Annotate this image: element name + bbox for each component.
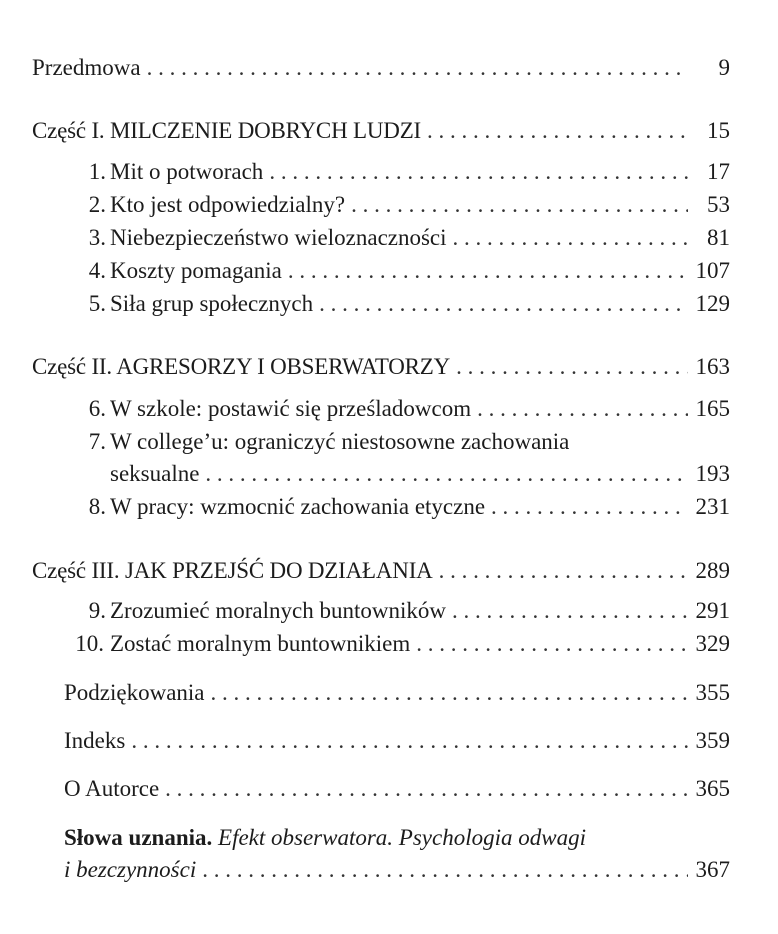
dot-leader	[453, 222, 688, 254]
entry-title: O Autorce	[64, 776, 160, 801]
page-number: 367	[695, 857, 730, 882]
entry-title: W pracy: wzmocnić zachowania etyczne	[110, 494, 486, 519]
chapter-number: 3.	[88, 225, 106, 250]
page-number: 17	[707, 159, 730, 184]
page-number: 231	[695, 494, 730, 519]
toc-entry-chapter-7-first-line[interactable]	[66, 426, 569, 458]
entry-title-line-2: seksualne	[110, 461, 200, 486]
chapter-number: 9.	[88, 598, 106, 623]
toc-entry-chapter-7[interactable]	[110, 458, 730, 490]
dot-leader	[452, 595, 688, 627]
entry-title: W szkole: postawić się prześladowcom	[110, 396, 472, 421]
entry-title: Podziękowania	[64, 680, 205, 705]
toc-entry-praise[interactable]	[64, 854, 730, 886]
dot-leader	[205, 458, 688, 490]
page-number: 291	[695, 598, 730, 623]
dot-leader	[269, 156, 688, 188]
toc-entry-chapter-2[interactable]	[88, 189, 730, 221]
entry-title: Niebezpieczeństwo wieloznaczności	[110, 225, 447, 250]
chapter-number: 4.	[88, 258, 106, 283]
page-number: 355	[695, 680, 730, 705]
dot-leader	[477, 393, 688, 425]
page-number: 53	[707, 192, 730, 217]
toc-entry-about-author[interactable]	[64, 773, 730, 805]
dot-leader	[427, 115, 688, 147]
entry-title: Zostać moralnym buntownikiem	[110, 631, 411, 656]
entry-title: Przedmowa	[32, 55, 141, 80]
page-number: 81	[707, 225, 730, 250]
dot-leader	[416, 628, 688, 660]
toc-entry-chapter-10[interactable]	[75, 628, 730, 660]
entry-title: Indeks	[64, 728, 126, 753]
page-number: 9	[718, 55, 730, 80]
dot-leader	[491, 491, 688, 523]
praise-heading: Słowa uznania.	[64, 825, 213, 850]
part-title: Część III. JAK PRZEJŚĆ DO DZIAŁANIA	[32, 558, 433, 583]
dot-leader	[131, 725, 688, 757]
toc-entry-chapter-6[interactable]	[88, 393, 730, 425]
toc-entry-chapter-1[interactable]	[88, 156, 730, 188]
entry-title: Kto jest odpowiedzialny?	[110, 192, 346, 217]
dot-leader	[202, 854, 688, 886]
page-number: 15	[707, 118, 730, 143]
entry-title: Koszty pomagania	[110, 258, 282, 283]
praise-title-line-2: i bezczynności	[64, 857, 197, 882]
toc-entry-chapter-4[interactable]	[88, 255, 730, 287]
chapter-number: 10.	[75, 631, 104, 656]
page-number: 163	[695, 354, 730, 379]
dot-leader	[351, 189, 688, 221]
toc-entry-preface[interactable]	[32, 52, 730, 84]
chapter-number: 6.	[88, 396, 106, 421]
chapter-number: 8.	[88, 494, 106, 519]
page-number: 193	[695, 461, 730, 486]
toc-entry-chapter-9[interactable]	[88, 595, 730, 627]
toc-entry-chapter-3[interactable]	[88, 222, 730, 254]
page-number: 165	[695, 396, 730, 421]
toc-entry-chapter-8[interactable]	[88, 491, 730, 523]
toc-entry-acknowledgements[interactable]	[64, 677, 730, 709]
part-title: Część II. AGRESORZY I OBSERWATORZY	[32, 354, 451, 379]
toc-entry-praise-first-line[interactable]	[64, 822, 586, 854]
dot-leader	[439, 555, 688, 587]
page-number: 359	[695, 728, 730, 753]
page-number: 129	[695, 291, 730, 316]
chapter-number: 7.	[88, 429, 106, 454]
page-number: 365	[695, 776, 730, 801]
chapter-number: 2.	[88, 192, 106, 217]
entry-title: Zrozumieć moralnych buntowników	[110, 598, 446, 623]
dot-leader	[147, 52, 688, 84]
page-number: 289	[695, 558, 730, 583]
toc-entry-part-2[interactable]	[32, 351, 730, 383]
page-number: 107	[695, 258, 730, 283]
entry-title-line-1: W college’u: ograniczyć niestosowne zachowania	[110, 429, 570, 454]
dot-leader	[288, 255, 688, 287]
chapter-number: 1.	[88, 159, 106, 184]
dot-leader	[456, 351, 688, 383]
chapter-number: 5.	[88, 291, 106, 316]
praise-title-line-1: Efekt obserwatora. Psychologia odwagi	[218, 825, 586, 850]
toc-entry-part-1[interactable]	[32, 115, 730, 147]
toc-entry-index[interactable]	[64, 725, 730, 757]
part-title: Część I. MILCZENIE DOBRYCH LUDZI	[32, 118, 422, 143]
toc-entry-part-3[interactable]	[32, 555, 730, 587]
toc-entry-chapter-5[interactable]	[88, 288, 730, 320]
dot-leader	[165, 773, 688, 805]
entry-title: Mit o potworach	[110, 159, 264, 184]
entry-title: Siła grup społecznych	[110, 291, 314, 316]
dot-leader	[211, 677, 688, 709]
page-number: 329	[695, 631, 730, 656]
dot-leader	[319, 288, 688, 320]
